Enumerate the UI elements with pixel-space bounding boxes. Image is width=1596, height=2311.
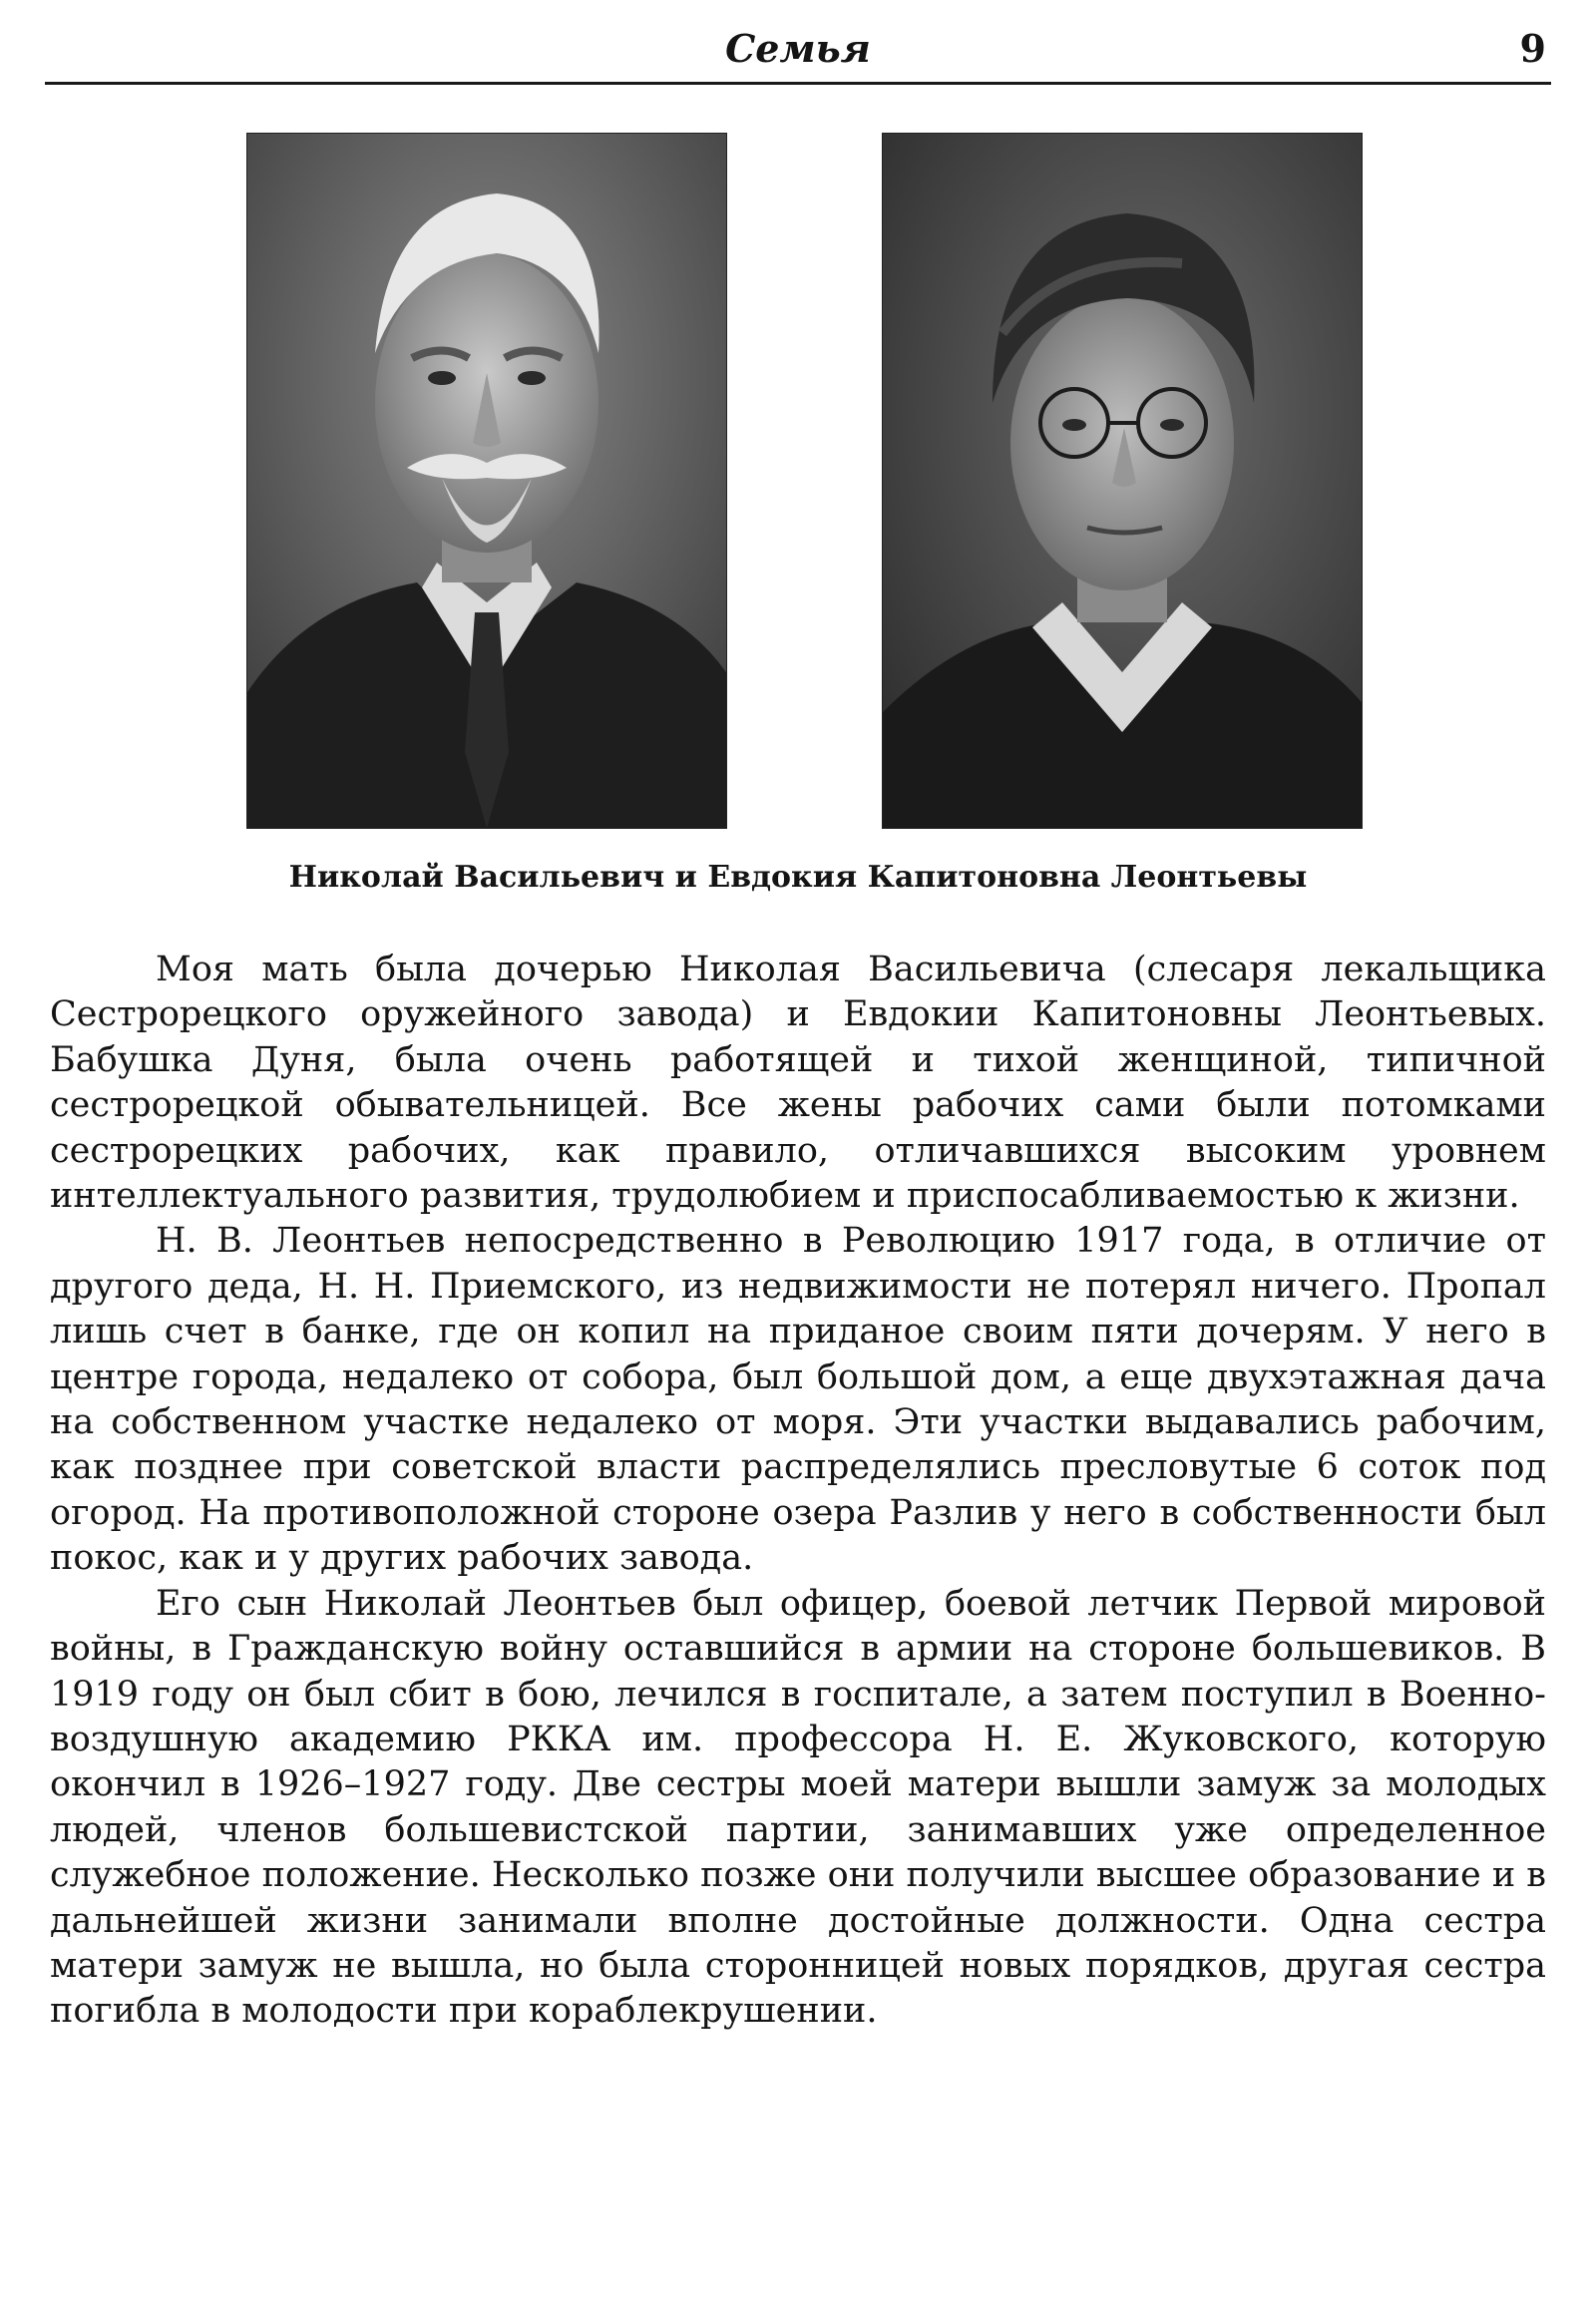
portrait-woman-image bbox=[883, 134, 1362, 828]
paragraph: Его сын Николай Леонтьев был офицер, боевой летчик Первой мировой войны, в Гражданскую войну оставшийся в армии на стороне большевиков. В 1919 году он был сбит в бою, лечился в госпитале, а затем поступил в Военно-воздушную академию РККА им. профессора Н. Е. Жуковского, которую окончил в 1926–1927 году. Две сестры моей матери вышли замуж за молодых людей, членов большевистской партии, занимавших уже определенное служебное положение. Несколько позже они получили высшее образование и в дальнейшей жизни занимали вполне достойные должности. Одна сестра матери замуж не вышла, но была сторонницей новых порядков, другая сестра погибла в молодости при кораблекрушении. bbox=[50, 1583, 1546, 2032]
portrait-man-image bbox=[247, 134, 726, 828]
photo-caption: Николай Васильевич и Евдокия Капитоновна Леонтьевы bbox=[288, 860, 1308, 895]
portrait-photo-man bbox=[246, 133, 727, 829]
body-text bbox=[50, 948, 1546, 2035]
header-rule bbox=[45, 82, 1551, 85]
running-header-title: Семья bbox=[725, 26, 871, 71]
portrait-photo-woman bbox=[882, 133, 1363, 829]
page-number: 9 bbox=[1519, 26, 1546, 71]
paragraph: Моя мать была дочерью Николая Васильевича (слесаря лекальщика Сестрорецкого оружейного завода) и Евдокии Капитоновны Леонтьевых. Бабушка Дуня, была очень работящей и тихой женщиной, типичной сестрорецкой обывательницей. Все жены рабочих сами были потомками сестрорецких рабочих, как правило, отличавшихся высоким уровнем интеллектуального развития, трудолюбием и приспосабливаемостью к жизни. bbox=[50, 950, 1546, 1217]
paragraph: Н. В. Леонтьев непосредственно в Революцию 1917 года, в отличие от другого деда, Н. Н. Приемского, из недвижимости не потерял ничего. Пропал лишь счет в банке, где он копил на приданое своим пяти дочерям. У него в центре города, недалеко от собора, был большой дом, а еще двухэтажная дача на собственном участке недалеко от моря. Эти участки выдавались рабочим, как позднее при советской власти распределялись пресловутые 6 соток под огород. На противоположной стороне озера Разлив у него в собственности был покос, как и у других рабочих завода. bbox=[50, 1221, 1546, 1579]
